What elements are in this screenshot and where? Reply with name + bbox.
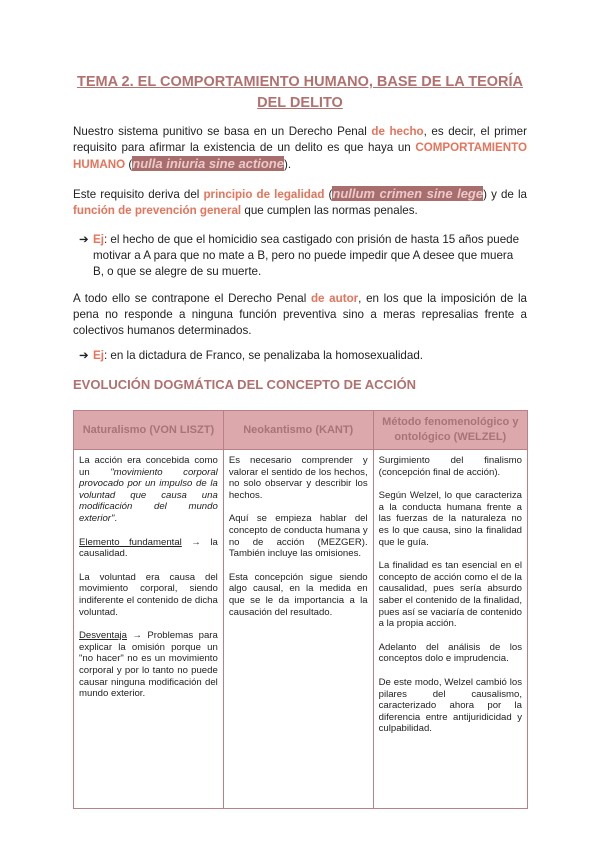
text: . xyxy=(114,512,118,524)
text: ) y de la xyxy=(483,188,527,201)
highlight-term: de autor xyxy=(310,292,359,305)
text: Según Welzel, lo que caracteriza a la conducta humana frente a las fuerzas de la naturaleza no es lo que causa, sino la finalidad que le guía. xyxy=(378,490,522,548)
arrow-icon: ➔ xyxy=(79,233,89,246)
text: Nuestro sistema punitivo se basa en un Derecho Penal xyxy=(73,125,372,138)
text: La voluntad era causa del movimiento corporal, siendo indiferente el contenido de dicha voluntad. xyxy=(79,571,218,618)
concept-table xyxy=(73,410,528,809)
text: La finalidad es tan esencial en el concepto de acción como el de la causalidad, pues sería absurdo saber el contenido de la finalidad, pues así se vaciaría de contenido a la propia acción. xyxy=(378,560,522,630)
arrow-icon: ➔ xyxy=(79,349,89,362)
bullet-label: Ej xyxy=(93,233,104,246)
text: que cumplen las normas penales. xyxy=(241,204,418,217)
cell-finalismo xyxy=(373,450,527,809)
text: Adelanto del análisis de los conceptos dolo e imprudencia. xyxy=(378,641,522,665)
text: A todo ello se contrapone el Derecho Penal xyxy=(73,292,311,305)
text: Aquí se empieza hablar del concepto de conducta humana y no de acción (MEZGER). También incluye las omisiones. xyxy=(228,513,368,560)
text: Surgimiento del finalismo (concepción final de acción). xyxy=(378,455,522,478)
bullet-text: : en la dictadura de Franco, se penalizaba la homosexualidad. xyxy=(103,349,424,362)
text: Es necesario comprender y valorar el sentido de los hechos, no solo observar y describir los hechos. xyxy=(228,455,368,501)
text: → la causalidad. xyxy=(79,536,218,560)
bullet-text: : el hecho de que el homicidio sea castigado con prisión de hasta 15 años puede motivar a A para que no mate a B, pero no puede impedir que A desee que muera B, o que se alegre de su muerte. xyxy=(93,233,520,278)
text: De este modo, Welzel cambió los pilares del causalismo, caracterizado ahora por la diferencia entre antijuridicidad y culpabilidad. xyxy=(378,676,522,735)
text: ( xyxy=(324,188,333,201)
page-title: TEMA 2. EL COMPORTAMIENTO HUMANO, BASE DE LA TEORÍA DEL DELITO xyxy=(76,74,524,111)
text: La acción era concebida como un xyxy=(79,455,218,478)
header-neokantismo: Neokantismo (KANT) xyxy=(223,411,373,450)
paragraph-legalidad xyxy=(73,186,527,219)
text: → Problemas para explicar la omisión porque un "no hacer" no es un movimiento corporal y por lo tanto no puede causar ninguna modificación del mundo exterior. xyxy=(79,630,218,700)
paragraph-derecho-autor xyxy=(73,291,527,339)
text: Este requisito deriva del xyxy=(73,188,204,201)
table-header-row xyxy=(74,411,528,450)
bullet-label: Ej xyxy=(93,349,104,362)
paragraph-derecho-hecho xyxy=(73,124,527,173)
header-naturalismo: Naturalismo (VON LISZT) xyxy=(74,411,224,450)
text: ). xyxy=(283,158,292,171)
highlight-term: COMPORTAMIENTO HUMANO xyxy=(73,141,527,171)
highlight-term: de hecho xyxy=(371,125,424,138)
highlight-term: principio de legalidad xyxy=(203,188,325,201)
header-finalismo: Método fenomenológico y ontológico (WELZEL) xyxy=(373,411,527,450)
table-row xyxy=(74,450,528,809)
cell-neokantismo xyxy=(223,450,373,809)
underlined-term: Elemento fundamental xyxy=(79,536,182,548)
latin-phrase: nullum crimen sine lege xyxy=(332,186,484,201)
cell-naturalismo xyxy=(74,450,224,809)
highlight-term: función de prevención general xyxy=(73,204,242,217)
underlined-term: Desventaja xyxy=(79,630,127,642)
text: Esta concepción sigue siendo algo causal, en la medida en que se le da importancia a la causación del resultado. xyxy=(228,571,368,618)
bullet-example-2 xyxy=(79,348,527,364)
text: , en los que la imposición de la pena no responde a ninguna función preventiva sino a meras represalias frente a colectivos humanos determinados. xyxy=(73,292,527,337)
latin-phrase: nulla iniuria sine actione xyxy=(132,156,284,171)
text: ( xyxy=(125,158,133,171)
section-heading: EVOLUCIÓN DOGMÁTICA DEL CONCEPTO DE ACCIÓN xyxy=(73,377,417,392)
bullet-example-1 xyxy=(79,232,527,280)
quote: "movimiento corporal provocado por un impulso de la voluntad que causa una modificación del mundo exterior" xyxy=(79,466,218,524)
text: , es decir, el primer requisito para afirmar la existencia de un delito es que haya un xyxy=(73,125,527,154)
